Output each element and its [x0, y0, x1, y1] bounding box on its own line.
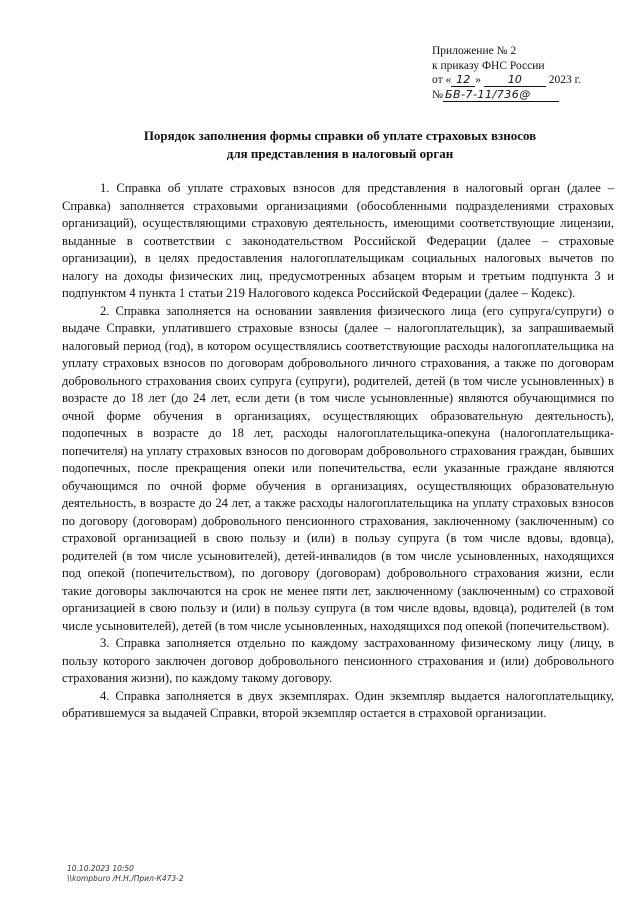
appendix-header	[432, 44, 612, 102]
paragraph-3: 3. Справка заполняется отдельно по каждому застрахованному физическому лицу (лицу, в пользу которого заключен договор добровольного пенсионного страхования и (или) добровольного страхования жизни), по каждому такому договору.	[62, 636, 614, 685]
paragraph-1: 1. Справка об уплате страховых взносов для представления в налоговый орган (далее – Справка) заполняется страховыми организациями (обособленными подразделениями страховых организаций), осуществляющими страховую деятельность, имеющими соответствующие лицензии, выданные в соответствии с законодательством Российской Федерации (далее – страховые организации), в целях предоставления налогоплательщикам социальных налоговых вычетов по налогу на доходы физических лиц, предусмотренных абзацем вторым и третьим подпункта 3 и подпунктом 4 пункта 1 статьи 219 Налогового кодекса Российской Федерации (далее – Кодекс).	[62, 181, 614, 300]
document-title	[60, 127, 620, 163]
date-mid: »	[475, 74, 481, 86]
appendix-order-ref: к приказу ФНС России	[432, 59, 545, 72]
appendix-number	[432, 88, 612, 103]
order-number: БВ-7-11/736@	[443, 89, 559, 102]
appendix-title: Приложение № 2	[432, 45, 517, 57]
document-body	[62, 180, 614, 723]
paragraph-2: 2. Справка заполняется на основании заявления физического лица (его супруга/супруги) о выдаче Справки, уплатившего страховые взносы (далее – налогоплательщик), за запрашиваемый налоговый период (год), в котором осуществлялись соответствующие расходы налогоплательщика на уплату страховых взносов по договорам добровольного личного страхования, а также по договорам добровольного страхования своих супруга (супруги), родителей, детей (в том числе усыновленных) в возрасте до 18 лет (до 24 лет, если дети (в том числе усыновленные) являются обучающимися по очной форме обучения в организациях, осуществляющих образовательную деятельность), подопечных в возрасте до 18 лет, расходы налогоплательщика-опекуна (налогоплательщика-попечителя) на уплату страховых взносов по договорам добровольного страхования граждан, бывших подопечных, после прекращения опеки или попечительства, если указанные граждане являются обучающимся по очной форме обучения в организациях, осуществляющих образовательную деятельность, в возрасте до 24 лет, а также расходы налогоплательщика на уплату страховых взносов по договору (договорам) добровольного пенсионного страхования, заключенному (заключенным) со страховой организацией в свою пользу и (или) в пользу супруга (в том числе вдовы, вдовца), родителей (в том числе усыновителей), детей-инвалидов (в том числе усыновленных, находящихся под опекой (попечительством), по договору (договорам) добровольного страхования жизни, если такие договоры заключаются на срок не менее пяти лет, заключенному (заключенным) со страховой организацией в свою пользу и (или) в пользу супруга (в том числе вдовы, вдовца), родителей (в том числе усыновителей), детей (в том числе усыновленных, находящихся под опекой (попечительством).	[62, 303, 614, 633]
date-year: 2023 г.	[548, 74, 581, 86]
file-footer	[67, 864, 184, 884]
date-month: 10	[484, 74, 546, 87]
date-prefix: от «	[432, 74, 452, 86]
footer-path: \\kompburo /Н.Н./Прил-К473-2	[67, 874, 184, 883]
number-prefix: №	[432, 88, 443, 101]
title-line-2: для представления в налоговый орган	[226, 146, 454, 161]
title-line-1: Порядок заполнения формы справки об уплате страховых взносов	[143, 128, 537, 143]
appendix-date	[432, 73, 612, 88]
footer-timestamp: 10.10.2023 10:50	[67, 864, 134, 873]
date-day: 12	[451, 74, 475, 87]
paragraph-4: 4. Справка заполняется в двух экземплярах. Один экземпляр выдается налогоплательщику, обратившемуся за выдачей Справки, второй экземпляр остается в страховой организации.	[62, 688, 614, 720]
